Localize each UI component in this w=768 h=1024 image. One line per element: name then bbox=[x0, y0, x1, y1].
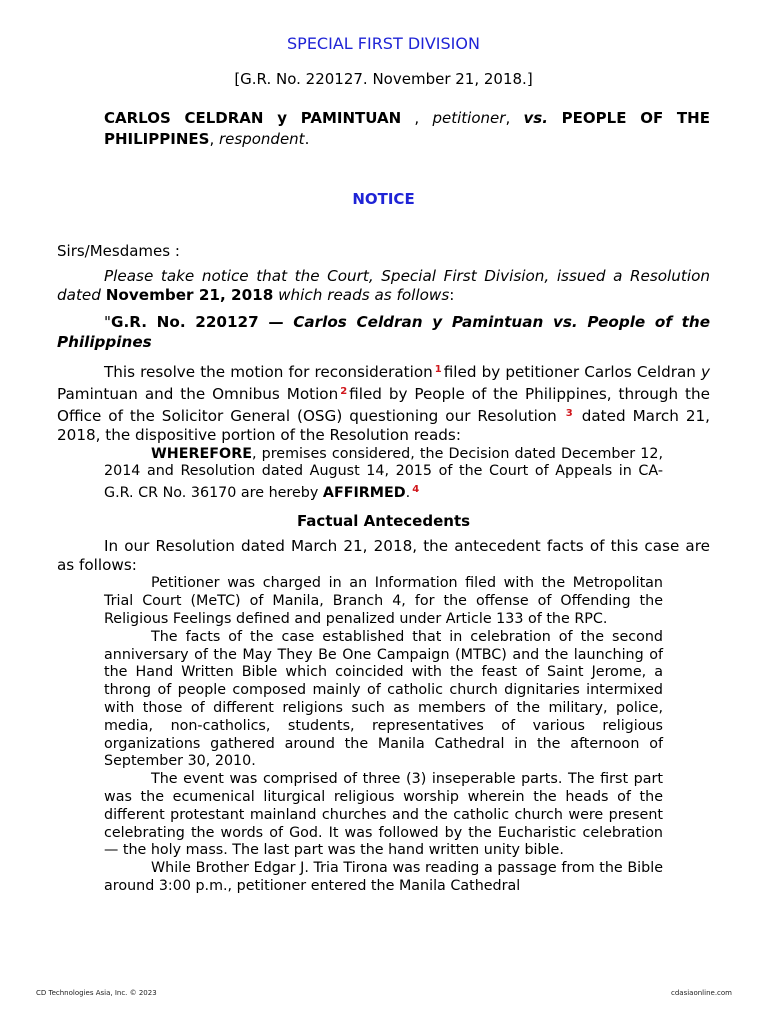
footnote-link-1[interactable]: 1 bbox=[434, 363, 442, 375]
section-heading: Factual Antecedents bbox=[296, 512, 471, 531]
footer-copyright: CD Technologies Asia, Inc. © 2023 bbox=[36, 989, 157, 997]
quote-text: , premises considered, the Decision dated December 12, 2014 and Resolution dated August 14, 2015 of the Court of Appeals in CA-G.R. CR No. 36170 are hereby bbox=[104, 445, 663, 502]
affirmed-word: AFFIRMED bbox=[322, 485, 406, 502]
case-caption bbox=[57, 313, 710, 351]
paragraph-text: Pamintuan and the Omnibus Motion bbox=[57, 385, 339, 404]
petitioner-role: petitioner bbox=[432, 109, 506, 127]
versus: vs. bbox=[523, 109, 548, 127]
quoted-paragraph-4: While Brother Edgar J. Tria Tirona was reading a passage from the Bible around 3:00 p.m., petitioner entered the Manila Cathedral bbox=[104, 860, 663, 894]
case-number: [G.R. No. 220127. November 21, 2018.] bbox=[234, 70, 533, 88]
intro-text: Please take notice that the Court, Special First Division, issued a Resolution dated bbox=[57, 267, 710, 305]
separator: . bbox=[405, 485, 411, 502]
separator: , bbox=[505, 109, 524, 127]
wherefore-lead: WHEREFORE bbox=[151, 445, 252, 462]
quoted-paragraph-3: The event was comprised of three (3) inseperable parts. The first part was the ecumenical liturgical religious worship wherein the heads of the different protestant mainland churches and the catholic church were present celebrating the words of God. It was followed by the Eucharistic celebration — the holy mass. The last part was the hand written unity bible. bbox=[104, 771, 663, 859]
separator: , bbox=[209, 130, 219, 148]
wherefore-quote bbox=[104, 446, 663, 503]
separator: : bbox=[449, 286, 455, 305]
footer-site-link[interactable]: cdasiaonline.com bbox=[671, 989, 732, 997]
quoted-paragraph-2: The facts of the case established that in celebration of the second anniversary of the May They Be One Campaign (MTBC) and the launching of the Hand Written Bible which coincided with the feast of Saint Jerome, a throng of people composed mainly of catholic church dignitaries intermixed with those of different religions such as members of the military, police, media, non-catholics, students, representatives of various religious organizations gathered around the Manila Cathedral in the afternoon of September 30, 2010. bbox=[104, 628, 663, 770]
intro-paragraph bbox=[57, 267, 710, 305]
separator: , bbox=[401, 109, 433, 127]
paragraph-text: dated March 21, 2018, the dispositive portion of the Resolution reads: bbox=[57, 407, 710, 445]
respondent-role: respondent bbox=[219, 130, 305, 148]
caption-title: Carlos Celdran y Pamintuan vs. People of the Philippines bbox=[57, 313, 710, 351]
paragraph-text: This resolve the motion for reconsideration bbox=[104, 362, 433, 381]
footnote-link-4[interactable]: 4 bbox=[412, 484, 420, 496]
intro-text: which reads as follows bbox=[273, 286, 450, 305]
case-parties bbox=[104, 108, 710, 150]
salutation: Sirs/Mesdames : bbox=[57, 242, 180, 260]
division-title: SPECIAL FIRST DIVISION bbox=[287, 34, 480, 53]
respondent-name: PEOPLE OF THE PHILIPPINES bbox=[104, 109, 710, 148]
footnote-link-2[interactable]: 2 bbox=[340, 386, 348, 398]
paragraph-text: filed by petitioner Carlos Celdran bbox=[443, 362, 701, 381]
paragraph-text: y bbox=[701, 362, 710, 381]
quote-mark: " bbox=[104, 313, 111, 332]
separator: . bbox=[304, 130, 310, 148]
body-paragraph-2: In our Resolution dated March 21, 2018, the antecedent facts of this case are as follows: bbox=[57, 537, 710, 575]
footnote-link-3[interactable]: 3 bbox=[565, 408, 573, 420]
paragraph-text: filed by People of the Philippines, through the Office of the Solicitor General (OSG) questioning our Resolution bbox=[57, 385, 710, 426]
petitioner-name: CARLOS CELDRAN y PAMINTUAN bbox=[104, 109, 402, 127]
quoted-paragraph-1: Petitioner was charged in an Information filed with the Metropolitan Trial Court (MeTC) of Manila, Branch 4, for the offense of Offending the Religious Feelings defined and penalized under Article 133 of the RPC. bbox=[104, 575, 663, 628]
document-page bbox=[57, 32, 710, 896]
caption-gr: G.R. No. 220127 — bbox=[111, 313, 284, 332]
resolution-date: November 21, 2018 bbox=[105, 286, 274, 305]
notice-title: NOTICE bbox=[352, 190, 415, 208]
body-paragraph-1 bbox=[57, 360, 710, 446]
